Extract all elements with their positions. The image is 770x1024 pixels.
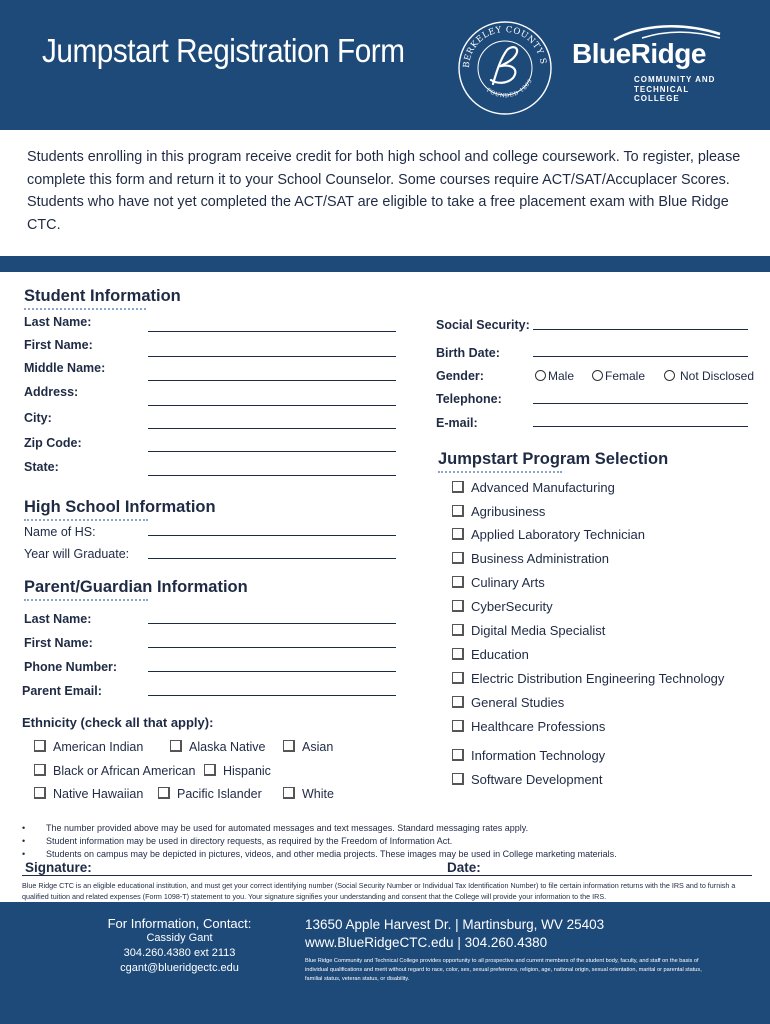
telephone-field[interactable]: [533, 403, 748, 404]
student-first-name-label: First Name:: [24, 338, 93, 352]
college-address: 13650 Apple Harvest Dr. | Martinsburg, WV 25403: [305, 917, 605, 932]
gender-not-disclosed-radio[interactable]: Not Disclosed: [664, 369, 754, 383]
program-applied-lab-tech-checkbox[interactable]: Applied Laboratory Technician: [452, 527, 645, 542]
logo-subtitle-line2: TECHNICAL COLLEGE: [634, 85, 690, 103]
student-zip-label: Zip Code:: [24, 436, 82, 450]
checkbox-icon: [170, 740, 182, 752]
student-last-name-label: Last Name:: [24, 315, 92, 329]
high-school-heading: High School Information: [24, 498, 216, 521]
checkbox-icon: [158, 787, 170, 799]
berkeley-county-schools-seal: [455, 18, 555, 118]
gender-female-radio[interactable]: Female: [592, 369, 645, 383]
program-business-admin-checkbox[interactable]: Business Administration: [452, 551, 609, 566]
checkbox-icon: [34, 740, 46, 752]
ssn-label: Social Security:: [436, 318, 530, 332]
student-first-name-field[interactable]: [148, 356, 396, 357]
parent-phone-field[interactable]: [148, 671, 396, 672]
checkbox-icon: [283, 740, 295, 752]
checkbox-icon: [452, 552, 464, 564]
program-advanced-manufacturing-checkbox[interactable]: Advanced Manufacturing: [452, 480, 615, 495]
email-field[interactable]: [533, 426, 748, 427]
checkbox-icon: [452, 600, 464, 612]
date-label: Date:: [447, 860, 481, 875]
program-cybersecurity-checkbox[interactable]: CyberSecurity: [452, 599, 553, 614]
contact-phone: 304.260.4380 ext 2113: [123, 947, 236, 959]
gender-male-radio[interactable]: Male: [535, 369, 574, 383]
student-address-field[interactable]: [148, 405, 396, 406]
checkbox-icon: [452, 720, 464, 732]
student-middle-name-label: Middle Name:: [24, 361, 106, 375]
hs-name-label: Name of HS:: [24, 525, 96, 539]
hs-grad-year-field[interactable]: [148, 558, 396, 559]
notice-item: • The number provided above may be used for automated messages and text messages. Standard messaging rates apply.: [22, 822, 722, 835]
ethnicity-alaska-native-checkbox[interactable]: Alaska Native: [170, 740, 265, 754]
college-info-block: [305, 916, 705, 984]
parent-guardian-heading: Parent/Guardian Information: [24, 578, 248, 601]
parent-phone-label: Phone Number:: [24, 660, 118, 674]
checkbox-icon: [452, 749, 464, 761]
ethnicity-asian-checkbox[interactable]: Asian: [283, 740, 333, 754]
radio-circle-icon: [592, 370, 603, 381]
ethnicity-white-checkbox[interactable]: White: [283, 787, 334, 801]
notice-list: [22, 822, 722, 861]
intro-paragraph: Students enrolling in this program receive credit for both high school and college coursework. To register, please complete this form and return it to your School Counselor. Some courses require ACT/SAT/Accuplacer Scores. Students who have not yet completed the ACT/SAT are eligible to take a free placement exam with Blue Ridge CTC.: [27, 149, 741, 233]
signature-row[interactable]: [22, 860, 752, 876]
student-city-field[interactable]: [148, 428, 396, 429]
program-electric-distribution-checkbox[interactable]: Electric Distribution Engineering Technology: [452, 671, 724, 686]
program-general-studies-checkbox[interactable]: General Studies: [452, 695, 564, 710]
notice-item: • Students on campus may be depicted in pictures, videos, and other media projects. These images may be used in College marketing materials.: [22, 848, 722, 861]
parent-last-name-label: Last Name:: [24, 612, 92, 626]
student-address-label: Address:: [24, 385, 79, 399]
ssn-field[interactable]: [533, 329, 748, 330]
student-info-heading: Student Information: [24, 287, 181, 310]
checkbox-icon: [452, 648, 464, 660]
radio-circle-icon: [664, 370, 675, 381]
radio-circle-icon: [535, 370, 546, 381]
checkbox-icon: [34, 787, 46, 799]
parent-first-name-field[interactable]: [148, 647, 396, 648]
checkbox-icon: [34, 764, 46, 776]
irs-disclaimer: Blue Ridge CTC is an eligible educational institution, and must get your correct identifying number (Social Security Number or Individual Tax Identification Number) to file certain information returns with the IRS and to furnish a qualified tuition and related expenses (Form 1098-T) statement to you. Your signature signifies your understanding and consent that the College will provide your information to the IRS.: [22, 881, 736, 901]
student-last-name-field[interactable]: [148, 331, 396, 332]
program-selection-heading: Jumpstart Program Selection: [438, 450, 668, 473]
student-middle-name-field[interactable]: [148, 380, 396, 381]
hs-name-field[interactable]: [148, 535, 396, 536]
checkbox-icon: [452, 773, 464, 785]
contact-heading: For Information, Contact:: [107, 916, 252, 931]
checkbox-icon: [452, 505, 464, 517]
logo-wordmark: BlueRidge: [572, 38, 706, 69]
program-information-technology-checkbox[interactable]: Information Technology: [452, 748, 605, 763]
header-band: [0, 0, 770, 130]
program-digital-media-checkbox[interactable]: Digital Media Specialist: [452, 623, 605, 638]
birth-date-field[interactable]: [533, 356, 748, 357]
contact-email[interactable]: cgant@blueridgectc.edu: [120, 962, 239, 974]
parent-first-name-label: First Name:: [24, 636, 93, 650]
parent-last-name-field[interactable]: [148, 623, 396, 624]
gender-label: Gender:: [436, 369, 484, 383]
contact-name: Cassidy Gant: [146, 932, 213, 944]
program-culinary-arts-checkbox[interactable]: Culinary Arts: [452, 575, 545, 590]
ethnicity-pacific-islander-checkbox[interactable]: Pacific Islander: [158, 787, 262, 801]
checkbox-icon: [283, 787, 295, 799]
checkbox-icon: [452, 696, 464, 708]
student-zip-field[interactable]: [148, 451, 396, 452]
telephone-label: Telephone:: [436, 392, 502, 406]
parent-email-label: Parent Email:: [22, 684, 102, 698]
student-state-field[interactable]: [148, 475, 396, 476]
program-healthcare-checkbox[interactable]: Healthcare Professions: [452, 719, 605, 734]
ethnicity-hispanic-checkbox[interactable]: Hispanic: [204, 764, 271, 778]
notice-item: • Student information may be used in directory requests, as required by the Freedom of Information Act.: [22, 835, 722, 848]
form-title: Jumpstart Registration Form: [42, 32, 405, 69]
birth-date-label: Birth Date:: [436, 346, 500, 360]
divider-band: [0, 256, 770, 272]
seal-subtext: FOUNDED 1863: [485, 78, 534, 100]
checkbox-icon: [452, 672, 464, 684]
nondiscrimination-statement: Blue Ridge Community and Technical College provides opportunity to all prospective and current members of the student body, faculty, and staff on the basis of individual qualifications and merit without regard to race, color, sex, sexual preference, religion, age, national origin, sexual orientation, marital or parental status, familial status, veteran status, or disability.: [305, 958, 702, 982]
program-agribusiness-checkbox[interactable]: Agribusiness: [452, 504, 545, 519]
college-website-phone[interactable]: www.BlueRidgeCTC.edu | 304.260.4380: [305, 935, 548, 950]
signature-label: Signature:: [25, 860, 92, 875]
blue-ridge-logo: [572, 24, 722, 103]
student-state-label: State:: [24, 460, 59, 474]
hs-grad-year-label: Year will Graduate:: [24, 547, 130, 561]
ethnicity-native-hawaiian-checkbox[interactable]: Native Hawaiian: [34, 787, 143, 801]
checkbox-icon: [452, 481, 464, 493]
student-city-label: City:: [24, 411, 52, 425]
seal-text: BERKELEY COUNTY S: [461, 24, 548, 69]
program-education-checkbox[interactable]: Education: [452, 647, 529, 662]
ethnicity-heading: Ethnicity (check all that apply):: [22, 715, 214, 730]
email-label: E-mail:: [436, 416, 478, 430]
logo-subtitle-line1: COMMUNITY AND: [634, 75, 716, 84]
footer-band: [0, 902, 770, 1024]
ethnicity-black-checkbox[interactable]: Black or African American: [34, 764, 195, 778]
checkbox-icon: [204, 764, 216, 776]
ethnicity-american-indian-checkbox[interactable]: American Indian: [34, 740, 143, 754]
checkbox-icon: [452, 624, 464, 636]
parent-email-field[interactable]: [148, 695, 396, 696]
checkbox-icon: [452, 576, 464, 588]
checkbox-icon: [452, 528, 464, 540]
program-software-development-checkbox[interactable]: Software Development: [452, 772, 603, 787]
contact-block: [82, 916, 277, 976]
